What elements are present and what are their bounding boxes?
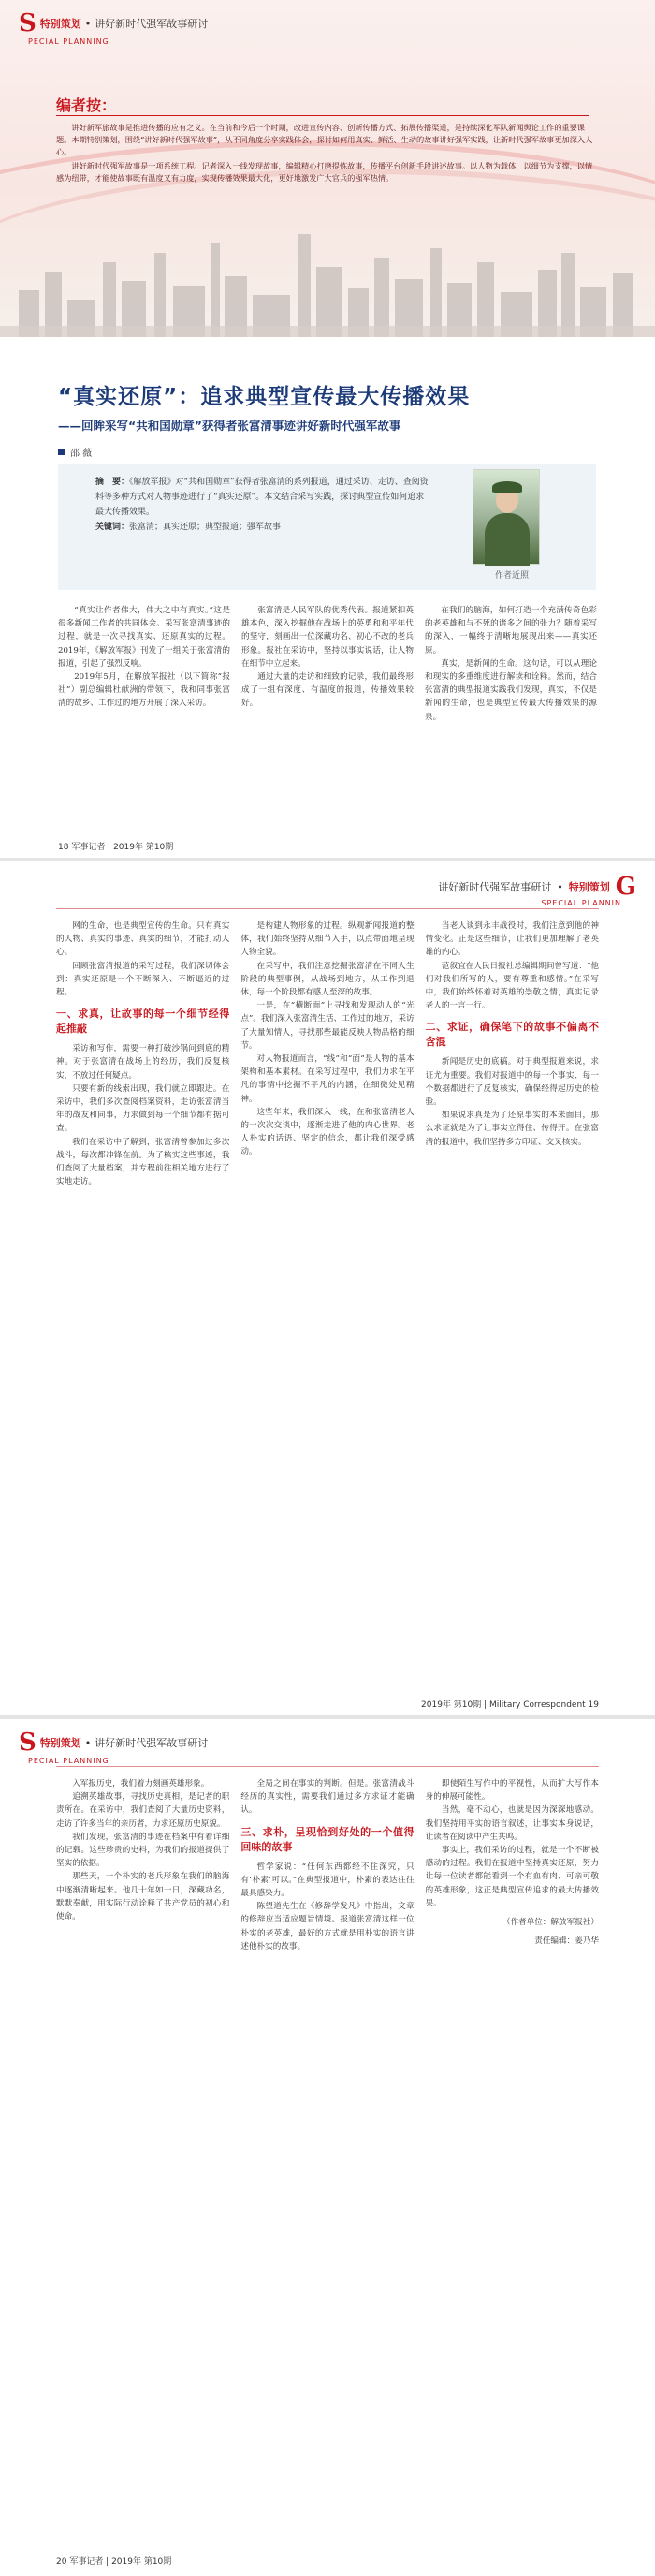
paragraph: 范叙宜在人民日报社总编辑期间曾写道：“他们对我们所写的人，要有尊重和感情。”在采写中，我们始终怀着对英雄的崇敬之情，真实记录老人的一言一行。 xyxy=(425,961,599,1011)
page-footer: 20 军事记者 | 2019年 第10期 xyxy=(56,2557,172,2567)
article-title: “真实还原”：追求典型宣传最大传播效果 xyxy=(58,385,471,409)
paragraph: 网的生命，也是典型宣传的生命。只有真实的人物、真实的事迹、真实的细节，才能打动人心。 xyxy=(56,921,230,958)
section-title: 讲好新时代强军故事研讨 xyxy=(95,18,209,30)
column xyxy=(58,604,230,815)
page-20 xyxy=(0,1719,655,2576)
section-subtitle: SPECIAL PLANNIN xyxy=(541,899,621,907)
paragraph: 当然，毫不动心，也就是因为深深地感动。我们坚持用平实的语言叙述，让事实本身说话，让读者在阅读中产生共鸣。 xyxy=(425,1805,599,1842)
paragraph: 是构建人物形象的过程。纵观新闻报道的整体，我们始终坚持从细节入手，以点带面地呈现人物全貌。 xyxy=(240,921,415,958)
abstract xyxy=(95,475,432,535)
section-tag: 特别策划 xyxy=(39,18,81,30)
column xyxy=(240,920,414,1669)
paragraph: 哲学家说：“任何东西都经不住深究，只有‘朴素’可以。”在典型报道中，朴素的表达往往最具感染力。 xyxy=(240,1862,415,1899)
responsible-editor: 责任编辑：姜乃华 xyxy=(534,1936,599,1947)
keywords-label: 关键词： xyxy=(95,523,130,532)
author-name: 邵 薇 xyxy=(70,449,93,459)
column xyxy=(240,1777,414,2526)
column xyxy=(425,604,597,815)
paragraph: 那些天，一个朴实的老兵形象在我们的脑海中逐渐清晰起来。他几十年如一日，深藏功名，默默奉献，用实际行动诠释了共产党员的初心和使命。 xyxy=(56,1872,230,1922)
section-dot: • xyxy=(84,17,92,30)
photo-body xyxy=(485,513,530,566)
page2-columns xyxy=(56,920,599,1669)
section-heading: 二、求证，确保笔下的故事不偏离不含混 xyxy=(425,1021,599,1049)
page-footer: 18 军事记者 | 2019年 第10期 xyxy=(58,843,174,852)
page1-columns xyxy=(58,604,597,815)
page-19 xyxy=(0,861,655,1719)
section-letter: G xyxy=(615,873,636,901)
section-dot: • xyxy=(84,1736,92,1749)
author-marker-icon xyxy=(58,449,65,455)
editor-note-title: 编者按： xyxy=(56,96,117,114)
header-divider xyxy=(56,908,599,909)
paragraph: 追溯英雄故事，寻找历史真相，是记者的职责所在。在采访中，我们查阅了大量历史资料，走访了许多当年的亲历者，力求还原历史原貌。 xyxy=(56,1792,230,1829)
paragraph: 这些年来，我们深入一线，在和张富清老人的一次次交谈中，逐渐走进了他的内心世界。老人朴实的话语、坚定的信念，都让我们深受感动。 xyxy=(240,1107,415,1157)
paragraph: 通过大量的走访和细致的记录，我们最终形成了一组有深度、有温度的报道，传播效果较好。 xyxy=(241,672,414,709)
editor-note-paragraph: 讲好新军旅故事是推进传播的应有之义。在当前和今后一个时期，改进宣传内容、创新传播方式、拓展传播渠道，是持续深化军队新闻舆论工作的重要课题。本期特别策划，围绕“讲好新时代强军故事”，从不同角度分享实践体会，探讨如何用真实、鲜活、生动的故事讲好强军实践，让新时代强军故事更加深入人心。 xyxy=(56,123,593,156)
section-title: 讲好新时代强军故事研讨 xyxy=(438,881,552,893)
column xyxy=(56,920,229,1669)
author-line xyxy=(58,445,92,459)
keywords-text: 张富清；真实还原；典型报道；强军故事 xyxy=(129,523,282,532)
paragraph: 新闻是历史的底稿。对于典型报道来说，求证尤为重要。我们对报道中的每一个事实、每一个数据都进行了反复核实，确保经得起历史的检验。 xyxy=(425,1057,599,1108)
section-heading: 一、求真，让故事的每一个细节经得起推敲 xyxy=(56,1008,230,1036)
abstract-box xyxy=(58,464,596,590)
paragraph: 如果说求真是为了还原事实的本来面目，那么求证就是为了让事实立得住、传得开。在张富清的报道中，我们坚持多方印证、交叉核实。 xyxy=(425,1111,599,1147)
header-divider xyxy=(56,1766,599,1767)
editor-note-divider xyxy=(56,115,590,116)
paragraph: 即使陌生写作中的平视性，从而扩大写作本身的伸展可能性。 xyxy=(425,1779,599,1803)
column xyxy=(56,1777,229,2526)
section-subtitle: PECIAL PLANNING xyxy=(28,37,109,46)
paragraph: 在采写中，我们注意挖掘张富清在不同人生阶段的典型事例，从战场到地方，从工作到退休，每一个阶段都有感人至深的故事。 xyxy=(240,961,415,998)
paragraph: 事实上，我们采访的过程，就是一个不断被感动的过程。我们在报道中坚持真实还原，努力让每一位读者都能看到一个有血有肉、可亲可敬的英雄形象，这正是典型宣传追求的最大传播效果。 xyxy=(425,1846,599,1908)
paragraph: 当老人谈到永丰战役时，我们注意到他的神情变化。正是这些细节，让我们更加理解了老英雄的内心。 xyxy=(425,921,599,958)
section-title: 讲好新时代强军故事研讨 xyxy=(95,1737,209,1749)
section-header xyxy=(438,873,636,901)
editor-note-body xyxy=(56,122,594,186)
section-subtitle: PECIAL PLANNING xyxy=(28,1757,109,1765)
section-dot: • xyxy=(557,880,563,893)
paragraph: 在我们的脑海，如何打造一个充满传奇色彩的老英雄和与不死的诸多之间的张力？随着采写的深入，一幅终于清晰地展现出来——真实还原。 xyxy=(425,606,597,655)
paragraph: 回顾张富清报道的采写过程，我们深切体会到：真实还原是一个不断深入、不断逼近的过程。 xyxy=(56,961,230,998)
section-letter: S xyxy=(19,1729,36,1757)
paragraph: 对人物报道而言，“线”和“面”是人物的基本架构和基本素材。在采写过程中，我们力求在平凡的事情中挖掘不平凡的内涵，在细微处见精神。 xyxy=(240,1054,415,1104)
photo-cap xyxy=(492,481,522,493)
author-affiliation: （作者单位：解放军报社） xyxy=(502,1918,599,1928)
paragraph: 一是，在“横断面”上寻找和发现动人的“光点”。我们深入张富清生活、工作过的地方，采访了大量知情人，寻找那些最能反映人物品格的细节。 xyxy=(240,1001,415,1051)
column xyxy=(426,1777,599,2526)
section-tag: 特别策划 xyxy=(39,1737,81,1749)
paragraph: 我们发现，张富清的事迹在档案中有着详细的记载。这些珍贵的史料，为我们的报道提供了坚实的依据。 xyxy=(56,1832,230,1869)
paragraph: 入军报历史，我们着力刻画英雄形象。 xyxy=(72,1779,210,1788)
paragraph: 只要有新的线索出现，我们就立即跟进。在采访中，我们多次查阅档案资料，走访张富清当年的战友和同事，力求做到每一个细节都有据可查。 xyxy=(56,1083,230,1134)
abstract-text: 《解放军报》对“共和国勋章”获得者张富清的系列报道，通过采访、走访、查阅资料等多种方式对人物事迹进行了“真实还原”。本文结合采写实践，探讨典型宣传如何追求最大传播效果。 xyxy=(95,478,429,517)
paragraph: 真实，是新闻的生命。这句话，可以从理论和现实的多重维度进行解读和诠释。然而，结合张富清的典型报道实践我们发现，真实，不仅是新闻的生命，也是典型宣传最大传播效果的源泉。 xyxy=(425,658,597,722)
section-header xyxy=(19,11,208,36)
section-letter: S xyxy=(19,9,36,37)
paragraph: 2019年5月，在解放军报社（以下简称“报社”）副总编辑杜献洲的带领下，我和同事张富清的故乡、工作过的地方开展了深入采访。 xyxy=(58,672,230,709)
article-subtitle: ——回眸采写“共和国勋章”获得者张富清事迹讲好新时代强军故事 xyxy=(58,419,401,433)
paragraph: 我们在采访中了解到，张富清曾参加过多次战斗，每次都冲锋在前。为了核实这些事迹，我们查阅了大量档案，并专程前往相关地方进行了实地走访。 xyxy=(56,1137,230,1187)
section-tag: 特别策划 xyxy=(568,881,610,893)
paragraph: “真实让作者伟大，伟大之中有真实。”这是很多新闻工作者的共同体会。采写张富清事迹的过程，就是一次寻找真实、还原真实的过程。2019年，《解放军报》刊发了一组关于张富清的报道，引起了强烈反响。 xyxy=(58,606,230,669)
page-footer: 2019年 第10期 | Military Correspondent 19 xyxy=(421,1700,599,1710)
editor-note-paragraph: 讲好新时代强军故事是一项系统工程。记者深入一线发现故事，编辑精心打磨提炼故事，传播平台创新手段讲述故事。以人物为载体，以细节为支撑，以情感为纽带，才能使故事既有温度又有力度，实现传播效果最大化，更好地激发广大官兵的强军热情。 xyxy=(56,161,593,183)
abstract-label: 摘 要： xyxy=(95,478,130,487)
paragraph: 陈望道先生在《修辞学发凡》中指出，文章的修辞应当适应题旨情境。报道张富清这样一位朴实的老英雄，最好的方式就是用朴实的语言讲述他朴实的故事。 xyxy=(240,1902,415,1951)
page-18 xyxy=(0,0,655,861)
section-heading: 三、求朴，呈现恰到好处的一个值得回味的故事 xyxy=(240,1825,415,1853)
section-header xyxy=(19,1730,208,1755)
photo-caption: 作者近照 xyxy=(494,571,529,581)
paragraph: 全局之间在事实的判断。但是。张富清战斗经历的真实性，需要我们通过多方求证才能确认。 xyxy=(240,1779,415,1816)
author-photo xyxy=(473,469,540,565)
column xyxy=(426,920,599,1669)
paragraph: 张富清是人民军队的优秀代表。报道紧扣英雄本色，深入挖掘他在战场上的英勇和和平年代的坚守，刻画出一位深藏功名、初心不改的老兵形象。报社在采访中，坚持以事实说话，让人物在细节中立起来。 xyxy=(241,606,414,669)
paragraph: 采访和写作，需要一种打破沙锅问到底的精神。对于张富清在战场上的经历，我们反复核实，不放过任何疑点。 xyxy=(56,1044,230,1081)
city-skyline-image xyxy=(0,215,655,337)
column xyxy=(241,604,414,815)
page3-columns xyxy=(56,1777,599,2526)
